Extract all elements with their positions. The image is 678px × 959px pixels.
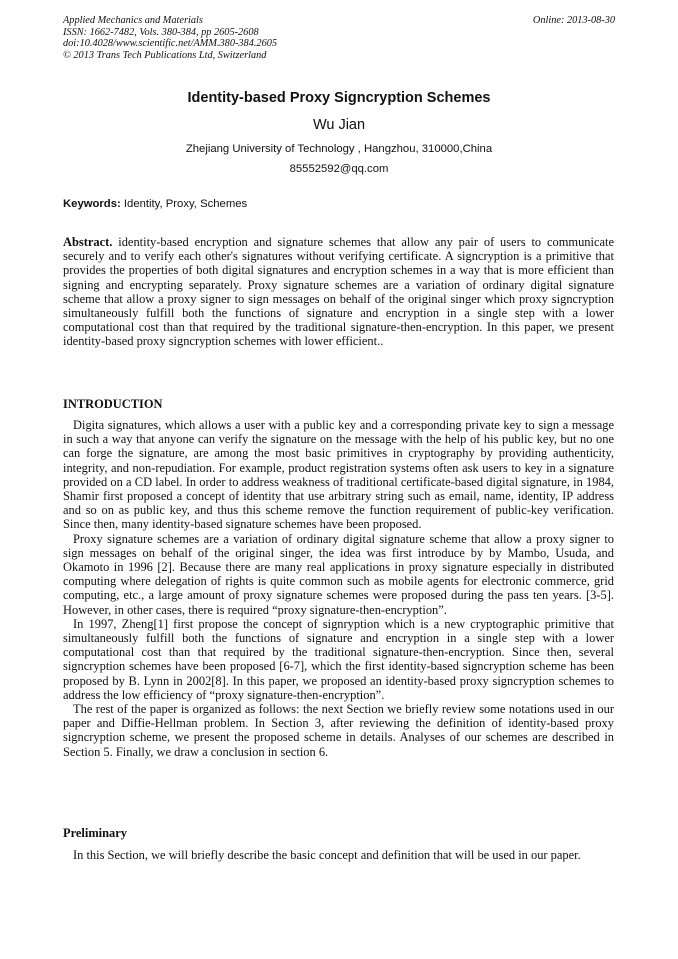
preliminary-body (63, 848, 614, 862)
abstract-text: identity-based encryption and signature schemes that allow any pair of users to communicate securely and to verify each other's signatures without verifying certificate. A signcryption is a primitive that provides the properties of both digital signatures and encryption schemes in a way that is more efficient than signing and encrypting separately. Proxy signature schemes are a variation of ordinary digital signature scheme that allow a proxy signer to sign messages on behalf of the original singer which proxy signcryption simultaneously fulfill both the functions of signature and encryption in a single step with a lower computational cost than that required by the traditional signature-then-encryption. In this paper, we present identity-based proxy signcryption schemes with lower efficient.. (63, 235, 614, 349)
author-name: Wu Jian (312, 117, 366, 133)
keywords-text: Identity, Proxy, Schemes (120, 198, 248, 210)
author-affiliation: Zhejiang University of Technology , Hangzhou, 310000,China (185, 143, 493, 155)
intro-paragraph: The rest of the paper is organized as follows: the next Section we briefly review some notations used in our paper and Diffie-Hellman problem. In Section 3, after reviewing the definition of identity-based proxy signcryption scheme, we present the proposed scheme in details. Analyses of our schemes are described in Section 5. Finally, we draw a conclusion in section 6. (63, 702, 614, 759)
introduction-heading: INTRODUCTION (63, 397, 163, 411)
journal-header (63, 15, 277, 61)
author-email: 85552592@qq.com (289, 163, 389, 175)
introduction-body (63, 418, 614, 759)
intro-paragraph: Proxy signature schemes are a variation of ordinary digital signature scheme that allow a proxy signer to sign messages on behalf of the original singer, the idea was first introduce by by Mambo, Usuda, and Okamoto in 1996 [2]. Because there are many real applications in proxy signature especially in distributed computing where delegation of rights is quite common such as mobile agents for electronic commerce, grid computing, etc., a large amount of proxy signature schemes were proposed during the pass ten years. [3-5]. However, in other cases, there is required “proxy signature-then-encryption”. (63, 531, 614, 617)
keywords-label: Keywords: (63, 198, 121, 210)
doi-line: doi:10.4028/www.scientific.net/AMM.380-384.2605 (63, 38, 278, 50)
intro-paragraph: Digita signatures, which allows a user with a public key and a corresponding private key to sign a message in such a way that anyone can verify the signature on the message with the help of his public key, but no one can forge the signature, are among the most basic primitives in cryptography by providing authenticity, integrity, and non-repudiation. For example, product registration systems often ask users to key in a signature provided on a CD label. In order to address weakness of traditional certificate-based digital signature, in 1984, Shamir first proposed a concept of identity that use arbitrary string such as email, name, identity, IP address and so on as public key, and thus this scheme remove the function requirement of public-key verification. Since then, many identity-based signature schemes have been proposed. (63, 418, 614, 532)
issn-line: ISSN: 1662-7482, Vols. 380-384, pp 2605-2608 (63, 26, 259, 38)
abstract-label: Abstract. (63, 235, 113, 249)
copyright-line: © 2013 Trans Tech Publications Ltd, Switzerland (63, 49, 267, 61)
intro-paragraph: In 1997, Zheng[1] first propose the concept of signryption which is a new cryptographic primitive that simultaneously fulfill both the functions of signature and encryption in a single step with a lower computational cost than that required by the traditional signature-then-encryption. Since then, several signcryption schemes have been proposed [6-7], which the first identity-based signcryption scheme has been proposed by B. Lynn in 2002[8]. In this paper, we proposed an identity-based proxy signcryption schemes to address the low efficiency of “proxy signature-then-encryption”. (63, 616, 614, 702)
keywords (63, 198, 247, 210)
online-date: Online: 2013-08-30 (532, 15, 615, 26)
journal-name: Applied Mechanics and Materials (63, 15, 203, 26)
paper-title: Identity-based Proxy Signcryption Schemes (187, 90, 491, 106)
prelim-paragraph: In this Section, we will briefly describe the basic concept and definition that will be used in our paper. (73, 848, 581, 862)
preliminary-heading: Preliminary (63, 826, 128, 840)
abstract (63, 235, 614, 349)
